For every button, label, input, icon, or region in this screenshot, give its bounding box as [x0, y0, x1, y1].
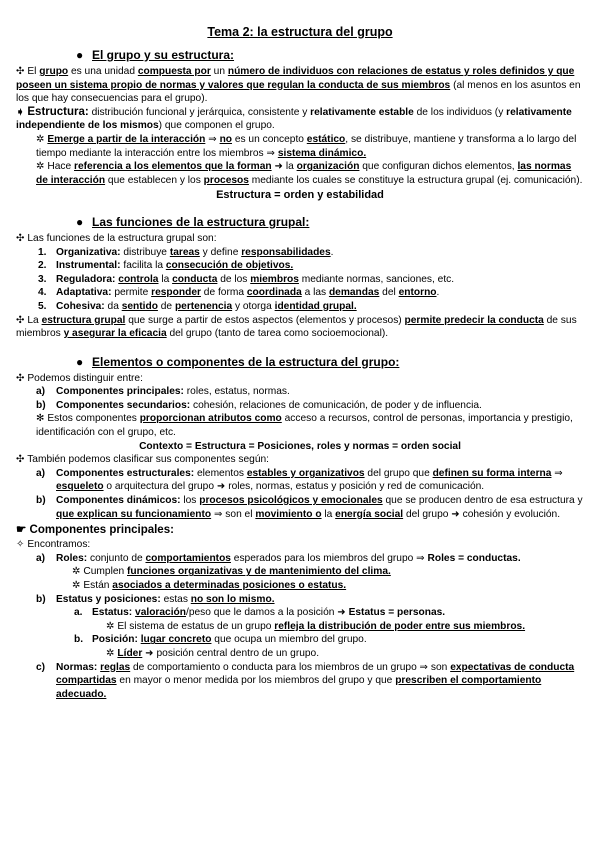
list-item: b) Componentes dinámicos: los procesos psicológicos y emocionales que se producen dentro de esa estructura y que explican su funcionamiento ⇒ son el movimiento o la energía social del grupo ➜ cohesión y evolución. — [36, 495, 583, 520]
pointing-hand-icon: ☛ — [16, 524, 27, 537]
snowflake-icon: ✻ — [36, 413, 45, 425]
paragraph-estructura: ➧ Estructura: distribución funcional y jerárquica, consistente y relativamente estable de los individuos (y relativamente independiente de los mismos) que componen el grupo. — [16, 105, 572, 132]
paragraph-referencia: ✲ Hace referencia a los elementos que la forman ➜ la organización que configuran dichos elementos, las normas de interacción que establecen y los procesos mediante los cuales se constituye la estructura grupal (ej. comunicación). — [36, 161, 583, 186]
sub-item: ✲ Líder ➜ posición central dentro de un grupo. — [106, 647, 320, 659]
section-heading-grupo: ● El grupo y su estructura: — [76, 48, 235, 62]
diamond-icon: ✧ — [16, 539, 25, 551]
elementos-intro: ✣ Podemos distinguir entre: — [16, 372, 143, 384]
star-icon: ✲ — [36, 161, 45, 173]
section-heading-funciones: ● Las funciones de la estructura grupal: — [76, 214, 310, 229]
list-item: c) Normas: reglas de comportamiento o conducta para los miembros de un grupo ⇒ son expectativas de conducta compartidas en mayor o menor medida por los miembros del grupo y que prescriben el comportamiento adecuado. — [36, 661, 575, 700]
list-item: a) Componentes estructurales: elementos estables y organizativos del grupo que definen su forma interna ⇒ esqueleto o arquitectura del grupo ➜ roles, normas, estatus y posición y red de comunicación. — [36, 467, 563, 493]
list-item: 2. Instrumental: facilita la consecución de objetivos. — [38, 260, 294, 272]
section-heading-elementos: ● Elementos o componentes de la estructura del grupo: — [76, 354, 400, 369]
section-heading-componentes: ☛ Componentes principales: — [16, 524, 174, 537]
cross-icon: ✣ — [16, 454, 25, 466]
paragraph-funciones-outro: ✣ La estructura grupal que surge a partir de estos aspectos (elementos y procesos) permite predecir la conducta de sus miembros y asegurar la eficacia del grupo (tanto de tarea como socioemocional). — [16, 314, 577, 340]
cross-icon: ✣ — [16, 232, 25, 244]
formula-contexto: Contexto = Estructura = Posiciones, roles y normas = orden social — [139, 440, 461, 452]
cross-icon: ✣ — [16, 314, 25, 326]
list-item: 5. Cohesiva: da sentido de pertenencia y otorga identidad grupal. — [38, 300, 357, 312]
list-item: 3. Reguladora: controla la conducta de los miembros mediante normas, sanciones, etc. — [38, 273, 455, 285]
elementos-intro-2: ✣ También podemos clasificar sus componentes según: — [16, 454, 270, 466]
paragraph-atributos: ✻ Estos componentes proporcionan atributos como acceso a recursos, control de personas, importancia y prestigio, identificación con el grupo, etc. — [36, 413, 573, 439]
funciones-intro: ✣ Las funciones de la estructura grupal son: — [16, 232, 217, 244]
list-item: a) Componentes principales: roles, estatus, normas. — [36, 386, 290, 398]
star-icon: ✲ — [106, 647, 115, 659]
list-item: a. Estatus: valoración/peso que le damos a la posición ➜ Estatus = personas. — [74, 607, 446, 619]
star-icon: ✲ — [72, 580, 81, 591]
cross-icon: ✣ — [16, 372, 25, 384]
cross-icon: ✣ — [16, 66, 25, 77]
arrow-icon: ➧ — [16, 106, 25, 118]
list-item: 1. Organizativa: distribuye tareas y define responsabilidades. — [38, 246, 334, 258]
bullet-icon: ● — [76, 48, 84, 62]
star-icon: ✲ — [36, 133, 45, 145]
star-icon: ✲ — [72, 566, 81, 578]
star-icon: ✲ — [106, 620, 115, 632]
formula-estructura: Estructura = orden y estabilidad — [216, 189, 384, 202]
bullet-icon: ● — [76, 354, 84, 369]
sub-item: ✲ Están asociados a determinadas posiciones o estatus. — [72, 580, 347, 591]
list-item: 4. Adaptativa: permite responder de forma coordinada a las demandas del entorno. — [38, 287, 440, 299]
sub-item: ✲ Cumplen funciones organizativas y de mantenimiento del clima. — [72, 566, 391, 578]
bullet-icon: ● — [76, 214, 84, 229]
list-item: b) Componentes secundarios: cohesión, relaciones de comunicación, de poder y de influencia. — [36, 399, 482, 411]
list-item: b. Posición: lugar concreto que ocupa un miembro del grupo. — [74, 634, 367, 646]
paragraph-emerge: ✲ Emerge a partir de la interacción ⇒ no es un concepto estático, se distribuye, mantiene y transforma a lo largo del tiempo mediante la interacción entre los miembros ⇒ sistema dinámico. — [36, 133, 577, 159]
sub-item: ✲ El sistema de estatus de un grupo refleja la distribución de poder entre sus miembros. — [106, 620, 526, 632]
list-item: b) Estatus y posiciones: estas no son lo mismo. — [36, 593, 275, 605]
componentes-intro: ✧ Encontramos: — [16, 539, 91, 551]
list-item: a) Roles: conjunto de comportamientos esperados para los miembros del grupo ⇒ Roles = conductas. — [36, 552, 521, 564]
document-title: Tema 2: la estructura del grupo — [207, 25, 393, 39]
paragraph-grupo-def: ✣ El grupo es una unidad compuesta por un número de individuos con relaciones de estatus y roles definidos y que poseen un sistema propio de normas y valores que regulan la conducta de sus miembros (al menos en los asuntos en los que hay consecuencias para el grupo). — [16, 66, 581, 105]
